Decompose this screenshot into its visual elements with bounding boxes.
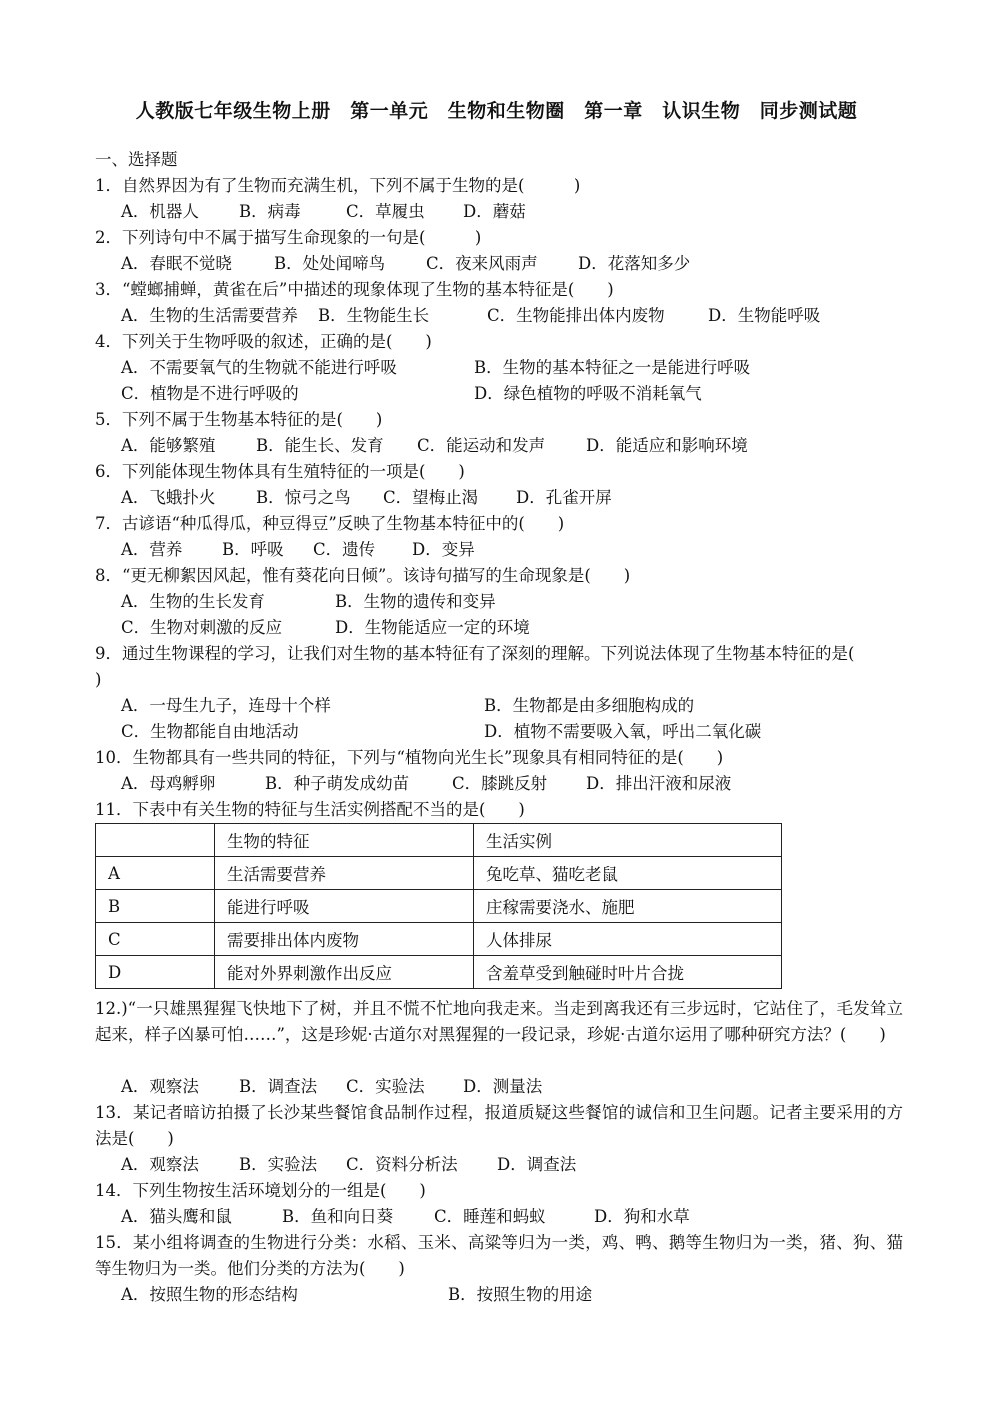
- q13-option-b: B．实验法: [239, 1155, 318, 1174]
- q2-option-d: D．花落知多少: [578, 254, 691, 273]
- q6-option-c: C．望梅止渴: [383, 488, 479, 507]
- q4-option-b: B．生物的基本特征之一是能进行呼吸: [474, 358, 751, 377]
- q14-option-c: C．睡莲和蚂蚁: [434, 1207, 546, 1226]
- q12-option-d: D．测量法: [463, 1077, 543, 1096]
- question-2-stem: 2．下列诗句中不属于描写生命现象的一句是( ): [95, 228, 482, 247]
- table-cell: 兔吃草、猫吃老鼠: [474, 857, 782, 890]
- q8-option-c: C．生物对刺激的反应: [121, 618, 283, 637]
- q1-option-b: B．病毒: [239, 202, 301, 221]
- q9-option-a: A．一母生九子，连母十个样: [121, 696, 331, 715]
- table-cell: C: [96, 923, 215, 956]
- q8-option-b: B．生物的遗传和变异: [335, 592, 496, 611]
- question-10-stem: 10．生物都具有一些共同的特征，下列与“植物向光生长”现象具有相同特征的是( ): [95, 748, 724, 767]
- q3-option-a: A．生物的生活需要营养: [121, 306, 298, 325]
- table-cell: 能进行呼吸: [215, 890, 474, 923]
- q14-option-a: A．猫头鹰和鼠: [121, 1207, 232, 1226]
- q11-table: [95, 823, 782, 989]
- q4-option-c: C．植物是不进行呼吸的: [121, 384, 299, 403]
- question-6-stem: 6．下列能体现生物体具有生殖特征的一项是( ): [95, 462, 465, 481]
- question-14-stem: 14．下列生物按生活环境划分的一组是( ): [95, 1181, 426, 1200]
- q12-option-a: A．观察法: [121, 1077, 199, 1096]
- q9-option-c: C．生物都能自由地活动: [121, 722, 299, 741]
- page-title: 人教版七年级生物上册 第一单元 生物和生物圈 第一章 认识生物 同步测试题: [135, 100, 858, 122]
- table-cell: A: [96, 857, 215, 890]
- question-7-stem: 7．古谚语“种瓜得瓜，种豆得豆”反映了生物基本特征中的( ): [95, 514, 565, 533]
- q2-option-c: C．夜来风雨声: [426, 254, 538, 273]
- q8-option-a: A．生物的生长发育: [121, 592, 265, 611]
- q10-option-d: D．排出汗液和尿液: [586, 774, 732, 793]
- q13-option-c: C．资料分析法: [346, 1155, 458, 1174]
- q15-option-b: B．按照生物的用途: [448, 1285, 593, 1304]
- q7-option-d: D．变异: [412, 540, 475, 559]
- q8-option-d: D．生物能适应一定的环境: [335, 618, 530, 637]
- question-11-stem: 11．下表中有关生物的特征与生活实例搭配不当的是( ): [95, 800, 525, 819]
- question-15-stem: 15．某小组将调查的生物进行分类：水稻、玉米、高粱等归为一类，鸡、鸭、鹅等生物归为一类，猪、狗、猫等生物归为一类。他们分类的方法为( ): [95, 1233, 903, 1278]
- q5-option-b: B．能生长、发育: [256, 436, 384, 455]
- q5-option-a: A．能够繁殖: [121, 436, 216, 455]
- table-cell: 需要排出体内废物: [215, 923, 474, 956]
- table-cell: 庄稼需要浇水、施肥: [474, 890, 782, 923]
- table-header-example: 生活实例: [474, 824, 782, 857]
- q10-option-c: C．膝跳反射: [452, 774, 548, 793]
- question-4-stem: 4．下列关于生物呼吸的叙述，正确的是( ): [95, 332, 432, 351]
- q1-option-a: A．机器人: [121, 202, 199, 221]
- table-cell: 含羞草受到触碰时叶片合拢: [474, 956, 782, 989]
- q14-option-b: B．鱼和向日葵: [282, 1207, 394, 1226]
- table-row: [96, 923, 782, 956]
- q5-option-c: C．能运动和发声: [417, 436, 546, 455]
- q3-option-b: B．生物能生长: [318, 306, 430, 325]
- question-9-stem: 9．通过生物课程的学习，让我们对生物的基本特征有了深刻的理解。下列说法体现了生物基本特征的是(: [95, 644, 855, 663]
- q10-option-a: A．母鸡孵卵: [121, 774, 216, 793]
- table-header-feature: 生物的特征: [215, 824, 474, 857]
- table-row: [96, 956, 782, 989]
- q7-option-a: A．营养: [121, 540, 183, 559]
- q12-option-c: C．实验法: [346, 1077, 425, 1096]
- question-9-stem-end: ): [95, 670, 102, 689]
- table-row: [96, 857, 782, 890]
- table-cell: 人体排尿: [474, 923, 782, 956]
- question-5-stem: 5．下列不属于生物基本特征的是( ): [95, 410, 383, 429]
- q4-option-d: D．绿色植物的呼吸不消耗氧气: [474, 384, 702, 403]
- q6-option-a: A．飞蛾扑火: [121, 488, 216, 507]
- section-heading: 一、选择题: [95, 150, 178, 169]
- question-12-stem: 12.)“一只雄黑猩猩飞快地下了树，并且不慌不忙地向我走来。当走到离我还有三步远时，它站住了，毛发耸立起来，样子凶暴可怕……”，这是珍妮·古道尔对黑猩猩的一段记录，珍妮·古道尔运用了哪种研究方法？( ): [95, 999, 903, 1044]
- table-cell: 生活需要营养: [215, 857, 474, 890]
- question-8-stem: 8．“更无柳絮因风起，惟有葵花向日倾”。该诗句描写的生命现象是( ): [95, 566, 631, 585]
- q2-option-a: A．春眠不觉晓: [121, 254, 232, 273]
- table-cell: 能对外界刺激作出反应: [215, 956, 474, 989]
- q9-option-b: B．生物都是由多细胞构成的: [484, 696, 695, 715]
- q6-option-d: D．孔雀开屏: [516, 488, 612, 507]
- q5-option-d: D．能适应和影响环境: [586, 436, 748, 455]
- q4-option-a: A．不需要氧气的生物就不能进行呼吸: [121, 358, 397, 377]
- q12-option-b: B．调查法: [239, 1077, 318, 1096]
- table-header-row: [96, 824, 782, 857]
- q2-option-b: B．处处闻啼鸟: [274, 254, 386, 273]
- question-13-stem: 13．某记者暗访拍摄了长沙某些餐馆食品制作过程，报道质疑这些餐馆的诚信和卫生问题。记者主要采用的方法是( ): [95, 1103, 903, 1148]
- table-cell: B: [96, 890, 215, 923]
- q10-option-b: B．种子萌发成幼苗: [265, 774, 410, 793]
- q3-option-c: C．生物能排出体内废物: [487, 306, 665, 325]
- question-1-stem: 1．自然界因为有了生物而充满生机，下列不属于生物的是( ): [95, 176, 581, 195]
- q15-option-a: A．按照生物的形态结构: [121, 1285, 298, 1304]
- table-row: [96, 890, 782, 923]
- q13-option-d: D．调查法: [497, 1155, 577, 1174]
- q6-option-b: B．惊弓之鸟: [256, 488, 351, 507]
- q7-option-c: C．遗传: [313, 540, 376, 559]
- q13-option-a: A．观察法: [121, 1155, 199, 1174]
- q3-option-d: D．生物能呼吸: [708, 306, 821, 325]
- question-3-stem: 3．“螳螂捕蝉，黄雀在后”中描述的现象体现了生物的基本特征是( ): [95, 280, 614, 299]
- q1-option-c: C．草履虫: [346, 202, 425, 221]
- q14-option-d: D．狗和水草: [594, 1207, 690, 1226]
- q1-option-d: D．蘑菇: [463, 202, 526, 221]
- q7-option-b: B．呼吸: [222, 540, 284, 559]
- q9-option-d: D．植物不需要吸入氧，呼出二氧化碳: [484, 722, 762, 741]
- table-cell: D: [96, 956, 215, 989]
- table-cell: [96, 824, 215, 857]
